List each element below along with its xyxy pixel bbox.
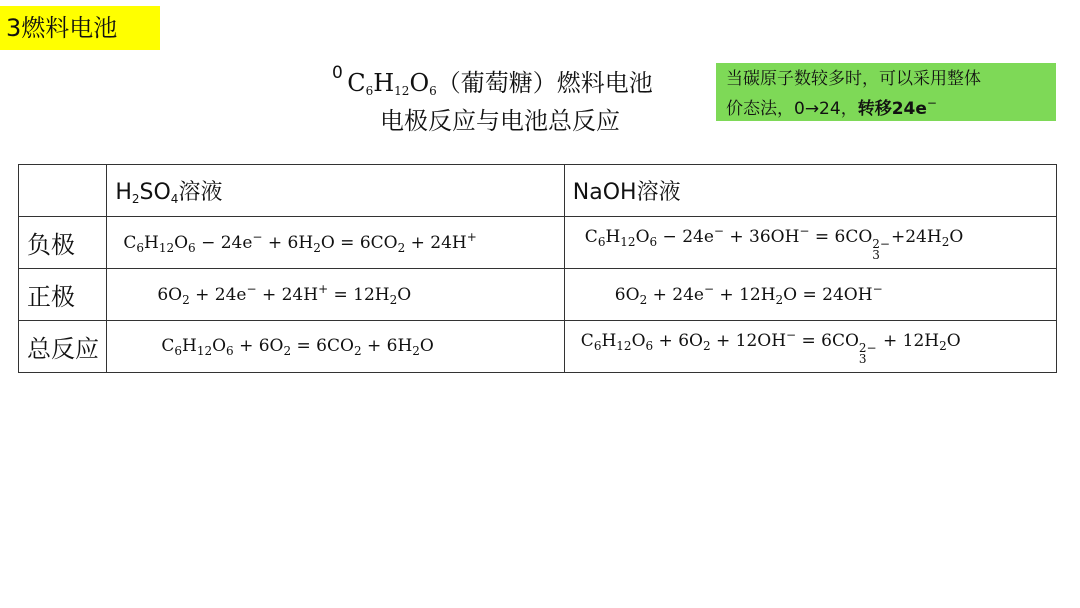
slide-tag: 3燃料电池 bbox=[0, 6, 160, 50]
overall-base-equation: $C_6H_{12}O_6 + 6O_2 + 12OH^- = 6CO$ 2− 3 + $12H_2O$ bbox=[564, 321, 1056, 373]
note-line2: 价态法，0→24，转移24e− bbox=[726, 96, 937, 119]
col-header-base: NaOH溶液 bbox=[564, 165, 1056, 217]
table-header-row bbox=[19, 165, 1057, 217]
row-label-cathode: 正极 bbox=[19, 269, 107, 321]
col-header-acid: $H_2SO_4$溶液 bbox=[107, 165, 564, 217]
oxidation-state-mark: 0 bbox=[332, 63, 343, 83]
corner-cell bbox=[19, 165, 107, 217]
table-row bbox=[19, 321, 1057, 373]
note-box bbox=[716, 63, 1056, 121]
table-row bbox=[19, 217, 1057, 269]
row-label-overall: 总反应 bbox=[19, 321, 107, 373]
anode-acid-equation: $C_6H_{12}O_6 - 24e^- + 6H_2O = 6CO_2 + 24H^+$ bbox=[107, 217, 564, 269]
title-line1: 0 $C_6H_{12}O_6$（葡萄糖）燃料电池 bbox=[332, 63, 653, 98]
row-label-anode: 负极 bbox=[19, 217, 107, 269]
reaction-table bbox=[18, 164, 1057, 373]
note-line1: 当碳原子数较多时，可以采用整体 bbox=[726, 69, 981, 89]
cathode-base-equation: $6O_2 + 24e^- + 12H_2O = 24OH^-$ bbox=[564, 269, 1056, 321]
table-row bbox=[19, 269, 1057, 321]
title-line2: 电极反应与电池总反应 bbox=[380, 107, 620, 135]
slide-title bbox=[300, 63, 700, 136]
note-bold: 转移24e bbox=[857, 99, 927, 119]
overall-acid-equation: $C_6H_{12}O_6 + 6O_2 = 6CO_2 + 6H_2O$ bbox=[107, 321, 564, 373]
title-suffix: （葡萄糖）燃料电池 bbox=[436, 69, 653, 97]
cathode-acid-equation: $6O_2 + 24e^- + 24H^+ = 12H_2O$ bbox=[107, 269, 564, 321]
anode-base-equation: $C_6H_{12}O_6 - 24e^- + 36OH^- = 6CO$ 2− 3 $+24H_2O$ bbox=[564, 217, 1056, 269]
